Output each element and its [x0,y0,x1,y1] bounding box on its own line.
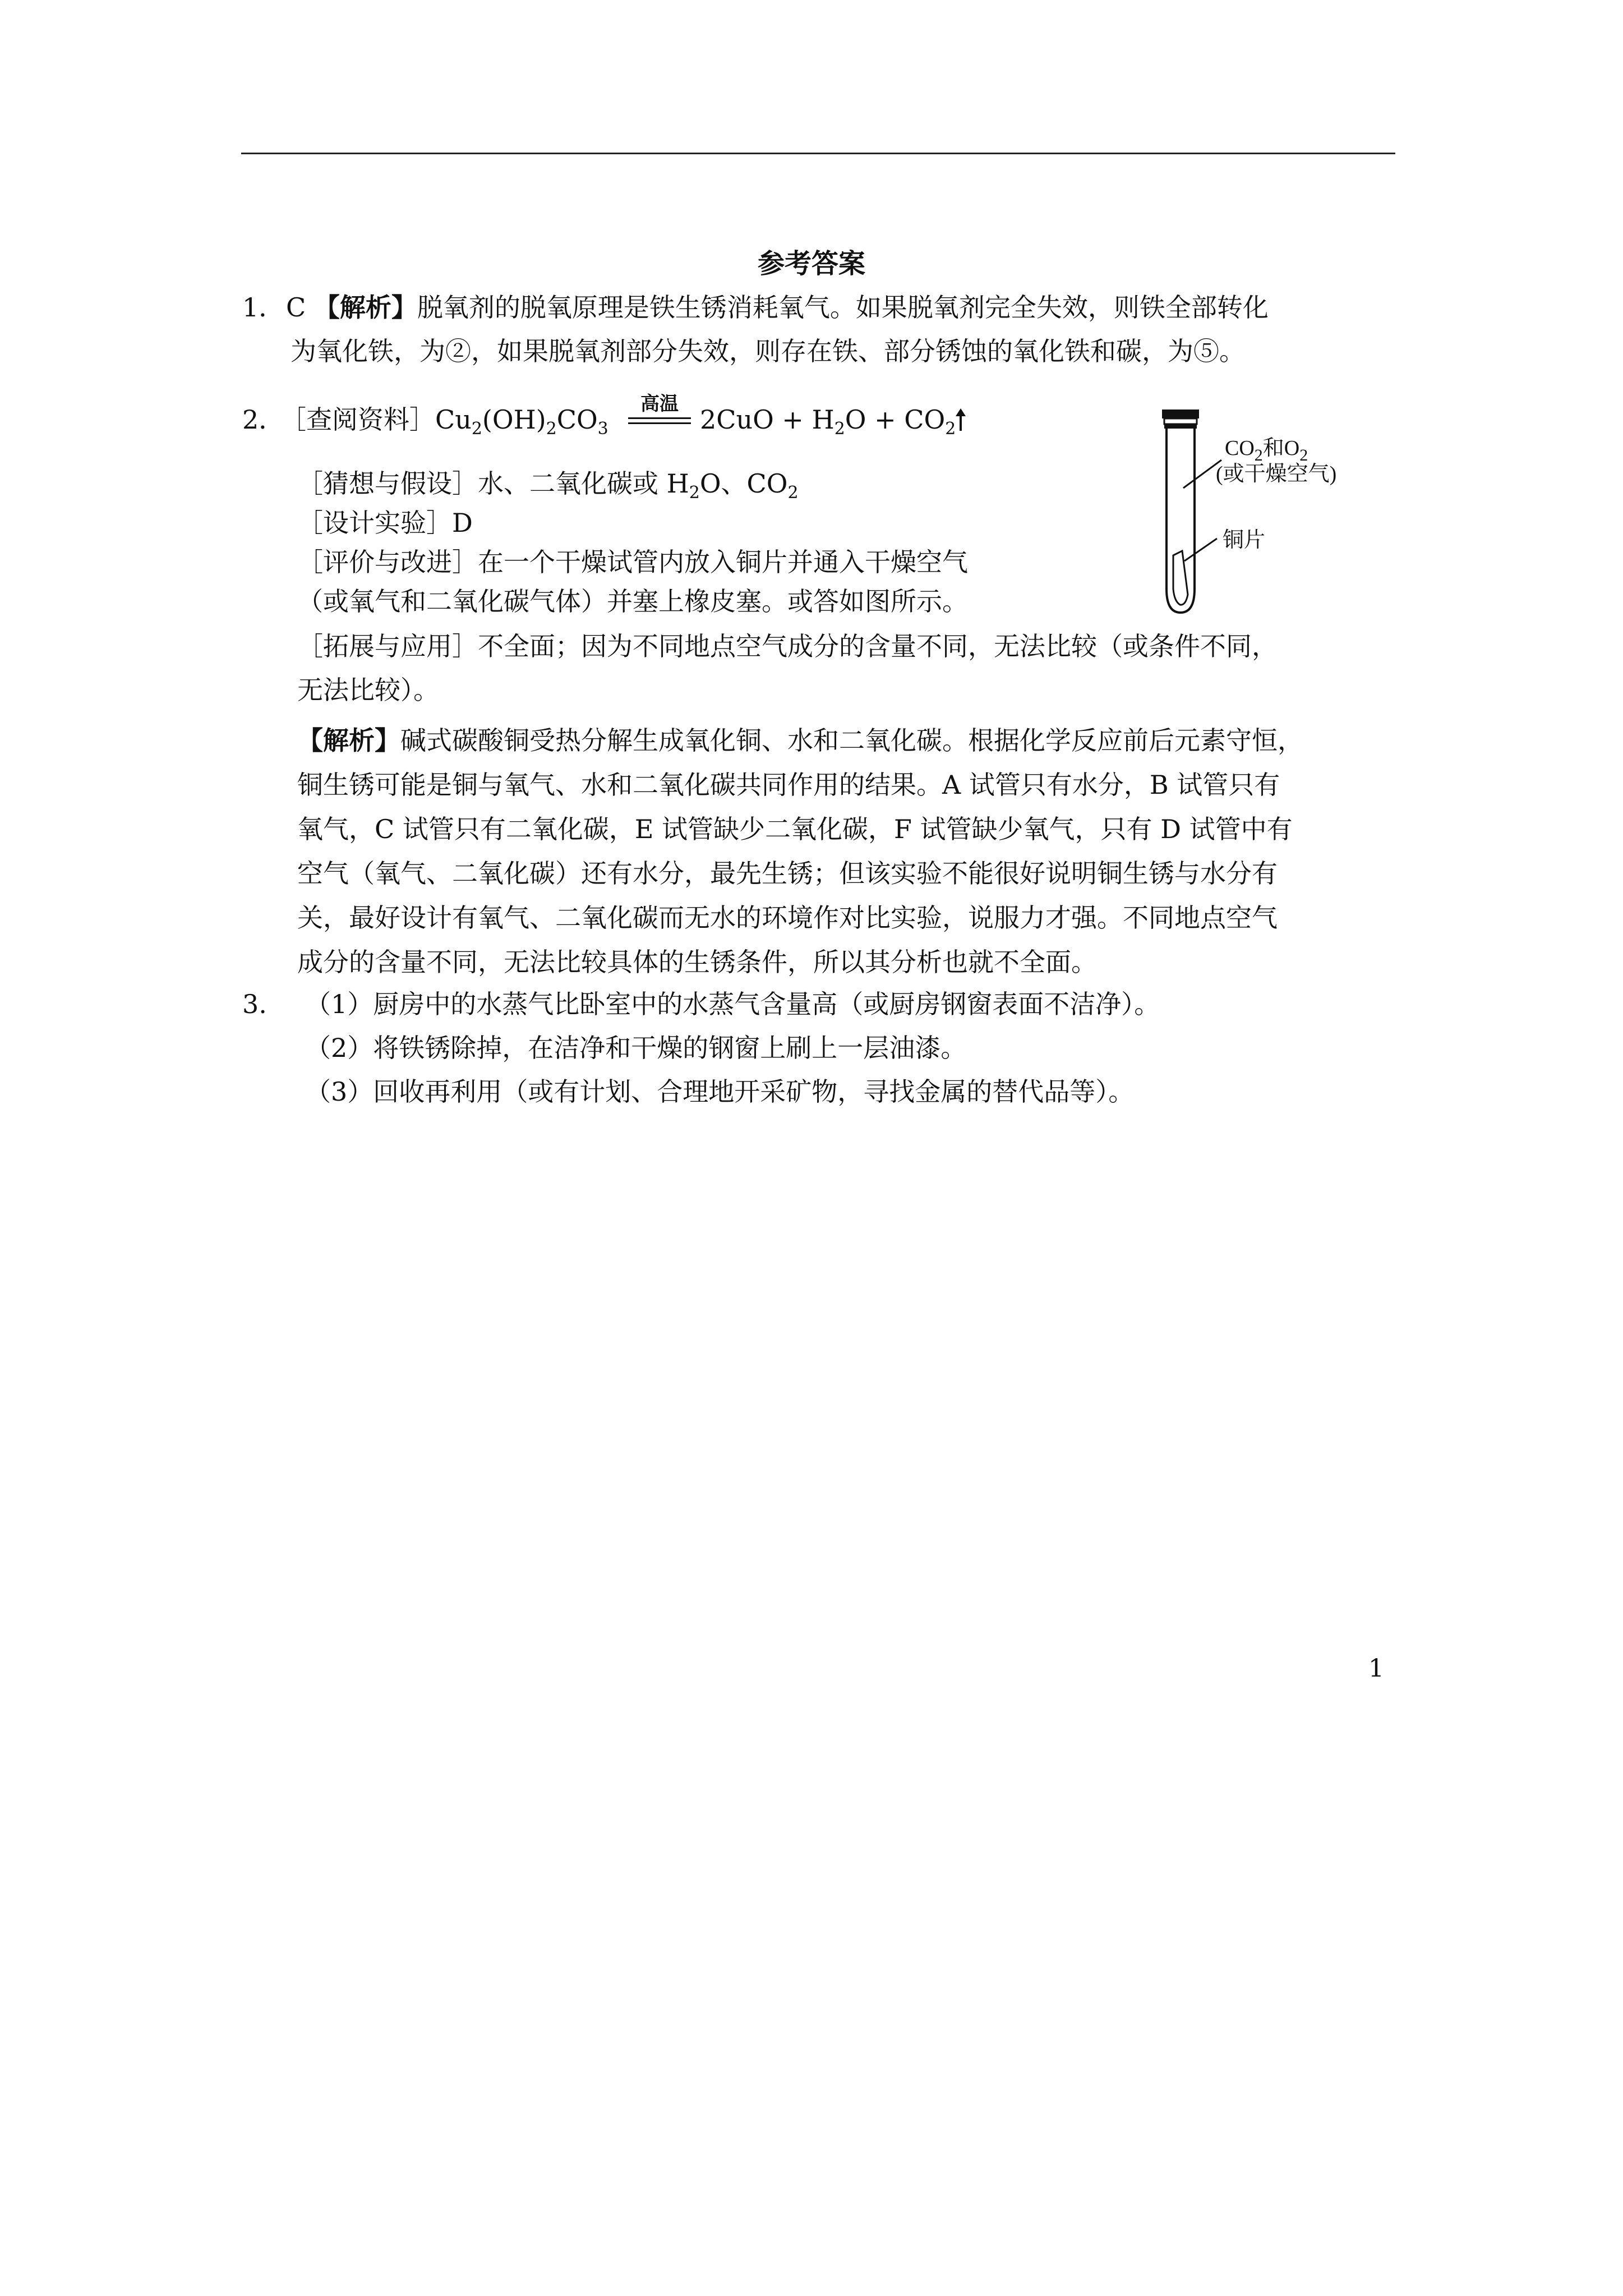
q2-guess: ［猜想与假设］水、二氧化碳或 $H_2O$、$CO_2$ [297,468,799,503]
q2-ext-1: ［拓展与应用］不全面；因为不同地点空气成分的含量不同，无法比较（或条件不同， [297,631,1278,661]
q2-analysis-3: 氧气，C 试管只有二氧化碳，E 试管缺少二氧化碳，F 试管缺少氧气，只有 D 试管中有 [297,814,1293,844]
q2-analysis-6: 成分的含量不同，无法比较具体的生锈条件，所以其分析也就不全面。 [297,947,1097,977]
test-tube-icon [1144,404,1391,617]
q2-equation-products: $2CuO + H_2O + CO_2$ [700,403,966,436]
q3-number: 3. [242,989,267,1019]
figure-label-air: (或干燥空气) [1216,462,1337,486]
q2-ext-2: 无法比较）。 [297,675,439,705]
q2-analysis-2: 铜生锈可能是铜与氧气、水和二氧化碳共同作用的结果。A 试管只有水分，B 试管只有 [297,770,1280,800]
q2-analysis-5: 关，最好设计有氧气、二氧化碳而无水的环境作对比实验，说服力才强。不同地点空气 [297,903,1278,933]
reaction-condition-sign [628,393,691,443]
q1-number: 1． [242,292,285,323]
reaction-condition: 高温 [640,393,679,415]
q2-design: ［设计实验］D [297,508,473,538]
q3-item-2: （2）将铁锈除掉，在洁净和干燥的钢窗上刷上一层油漆。 [305,1033,967,1063]
q2-equation-left [280,403,608,439]
q2-number: 2． [242,404,285,435]
q1-line-1 [286,291,1269,324]
q3-item-3: （3）回收再利用（或有计划、合理地开采矿物，寻找金属的替代品等）。 [305,1076,1135,1107]
test-tube-figure [1144,404,1391,617]
q2-eval-1: ［评价与改进］在一个干燥试管内放入铜片并通入干燥空气 [297,547,968,577]
equals-bar-top [628,417,691,419]
q2-eval-2: （或氧气和二氧化碳气体）并塞上橡皮塞。或答如图所示。 [297,586,968,616]
page-title: 参考答案 [757,248,865,279]
q3-item-1: （1）厨房中的水蒸气比卧室中的水蒸气含量高（或厨房钢窗表面不洁净）。 [305,989,1160,1019]
equals-bar-bottom [628,422,691,424]
q1-line-2: 为氧化铁，为②，如果脱氧剂部分失效，则存在铁、部分锈蚀的氧化铁和碳，为⑤。 [291,336,1245,366]
q2-analysis-tag: 【解析】 [297,725,400,756]
q1-prefix: C [286,292,314,323]
q2-analysis-4: 空气（氧气、二氧化碳）还有水分，最先生锈；但该实验不能很好说明铜生锈与水分有 [297,858,1278,889]
q1-line-1-text: 脱氧剂的脱氧原理是铁生锈消耗氧气。如果脱氧剂完全失效，则铁全部转化 [417,292,1269,323]
q2-analysis-1: 【解析】碱式碳酸铜受热分解生成氧化铜、水和二氧化碳。根据化学反应前后元素守恒， [297,725,1303,756]
eq-label: ［查阅资料］ [280,404,435,435]
eq-reactant: $Cu_2(OH)_2CO_3$ [435,404,608,439]
gas-arrow-up-icon [956,408,966,431]
figure-label-copper: 铜片 [1223,528,1266,552]
q1-analysis-tag: 【解析】 [313,292,417,323]
figure-label-gas: $CO_2$和$O_2$ [1225,436,1308,464]
page-number: 1 [1368,1654,1384,1683]
header-rule [241,153,1395,154]
